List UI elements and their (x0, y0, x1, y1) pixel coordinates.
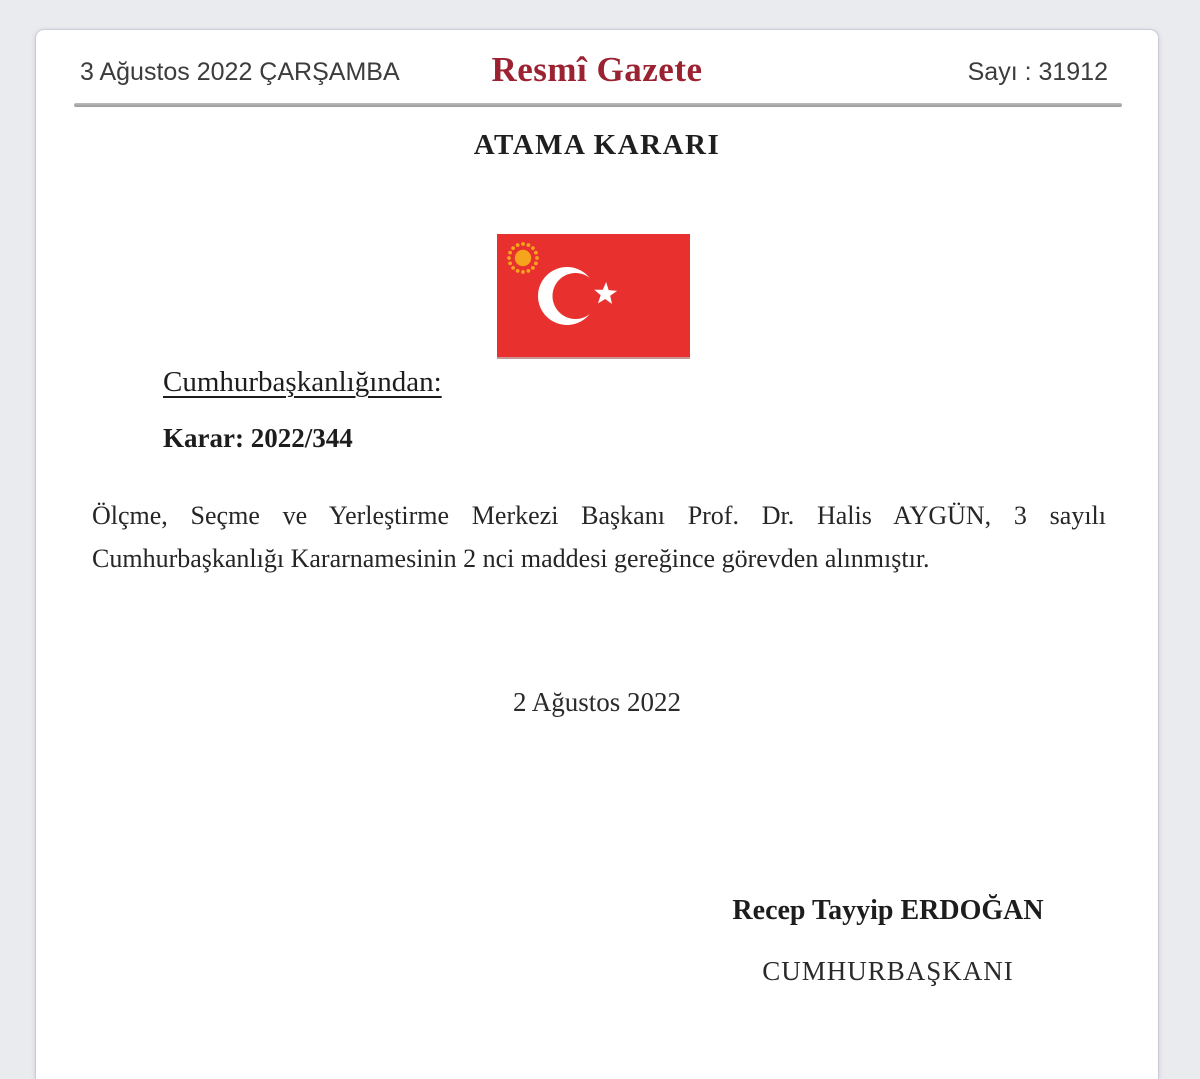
crescent-cutout (553, 273, 599, 319)
turkish-flag-graphic (497, 234, 690, 357)
decision-date: 2 Ağustos 2022 (512, 687, 682, 717)
body-line-2: Cumhurbaşkanlığı Kararnamesinin 2 nci maddesi gereğince görevden alınmıştır. (92, 544, 930, 573)
signature-block (624, 894, 1152, 987)
presidential-flag-image (497, 234, 690, 357)
gazette-title: Resmî Gazete (491, 50, 703, 89)
body-text (92, 494, 1106, 580)
document-title: ATAMA KARARI (473, 129, 721, 161)
issuer-heading: Cumhurbaşkanlığından: (163, 366, 442, 398)
header-date: 3 Ağustos 2022 ÇARŞAMBA (80, 58, 400, 86)
document-sheet (36, 30, 1158, 1079)
decision-number: Karar: 2022/344 (163, 423, 353, 453)
signatory-title: CUMHURBAŞKANI (762, 956, 1014, 986)
issue-number: Sayı : 31912 (967, 58, 1108, 86)
signatory-name: Recep Tayyip ERDOĞAN (732, 895, 1044, 926)
header-divider (74, 103, 1122, 107)
body-line-1: Ölçme, Seçme ve Yerleştirme Merkezi Başkanı Prof. Dr. Halis AYGÜN, 3 sayılı (92, 501, 1106, 530)
